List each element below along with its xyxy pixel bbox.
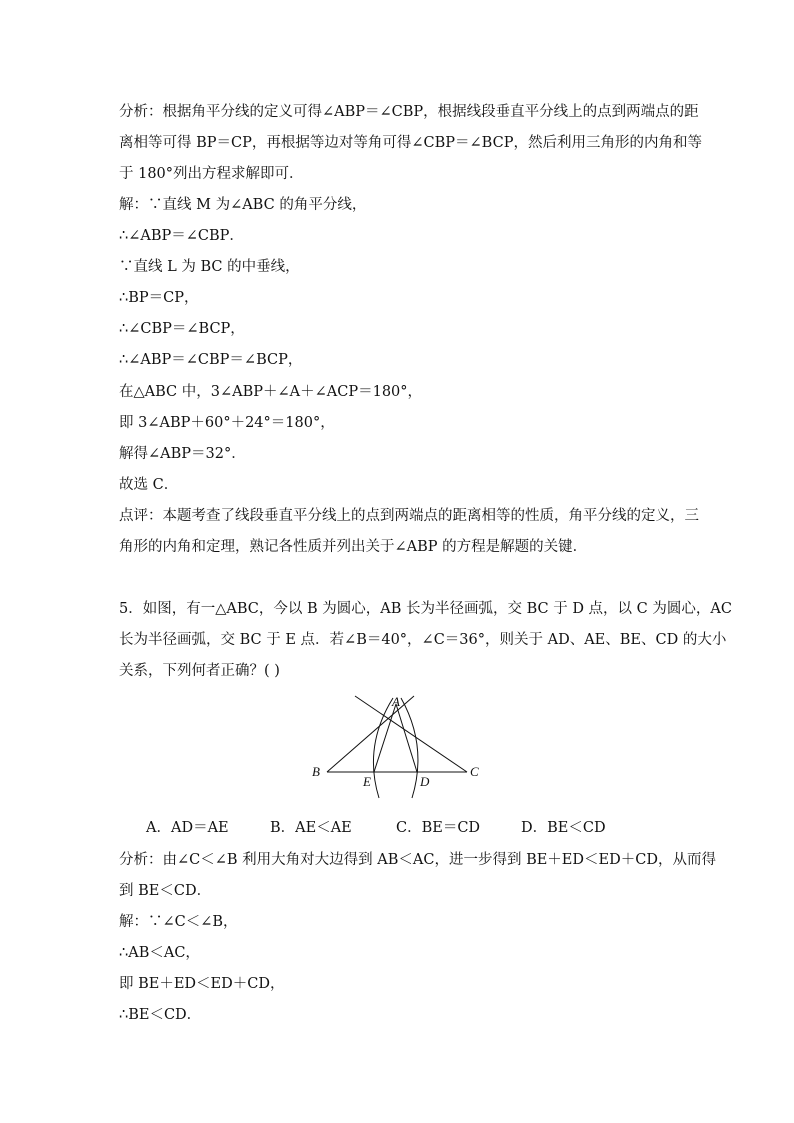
segment-ad [396,704,417,772]
label-c: C [470,764,479,779]
solution2-line-2: ∴AB＜AC， [119,945,200,961]
solution2-line-1: 解：∵∠C＜∠B， [119,914,238,930]
arc-center-c [373,698,393,798]
analysis-line-3: 于 180°列出方程求解即可． [119,166,304,182]
solution-line-6: ∴∠ABP＝∠CBP＝∠BCP， [119,352,303,368]
solution-line-5: ∴∠CBP＝∠BCP， [119,321,245,337]
solution-line-7: 在△ABC 中，3∠ABP＋∠A＋∠ACP＝180°， [119,384,423,400]
analysis-line-1: 分析：根据角平分线的定义可得∠ABP＝∠CBP，根据线段垂直平分线上的点到两端点的距 [119,104,699,120]
comment-line-2: 角形的内角和定理，熟记各性质并列出关于∠ABP 的方程是解题的关键． [119,539,588,555]
comment-line-1: 点评：本题考查了线段垂直平分线上的点到两端点的距离相等的性质，角平分线的定义，三 [119,508,699,524]
solution-line-8: 即 3∠ABP＋60°＋24°＝180°， [119,415,335,431]
solution2-line-3: 即 BE＋ED＜ED＋CD， [119,976,285,992]
analysis2-line-2: 到 BE＜CD． [119,883,212,899]
label-d: D [420,774,430,789]
line-ac [355,696,467,772]
solution-line-2: ∴∠ABP＝∠CBP． [119,228,244,244]
label-a: A [392,694,400,709]
question-5-line-1: 5．如图，有一△ABC，今以 B 为圆心，AB 长为半径画弧，交 BC 于 D 点，以 C 为圆心，AC [119,601,732,617]
option-a[interactable]: A．AD＝AE [146,820,229,836]
solution-line-1: 解：∵直线 M 为∠ABC 的角平分线， [119,197,367,213]
label-b: B [312,764,320,779]
answer-choice-line: 故选 C． [119,477,179,493]
analysis-line-2: 离相等可得 BP＝CP，再根据等边对等角可得∠CBP＝∠BCP，然后利用三角形的内角和等 [119,135,702,151]
label-e: E [363,774,371,789]
question-5-line-2: 长为半径画弧，交 BC 于 E 点．若∠B＝40°，∠C＝36°，则关于 AD、AE、BE、CD 的大小 [119,632,727,648]
option-d[interactable]: D．BE＜CD [521,820,606,836]
analysis2-line-1: 分析：由∠C＜∠B 利用大角对大边得到 AB＜AC，进一步得到 BE＋ED＜ED＋CD，从而得 [119,852,716,868]
question-5-line-3: 关系，下列何者正确？( ) [119,663,280,679]
solution2-line-4: ∴BE＜CD． [119,1007,202,1023]
solution-line-3: ∵直线 L 为 BC 的中垂线， [119,259,300,275]
solution-line-4: ∴BP＝CP， [119,290,199,306]
triangle-figure [300,688,500,808]
segment-ae [374,704,396,772]
option-b[interactable]: B．AE＜AE [270,820,352,836]
option-c[interactable]: C．BE＝CD [396,820,481,836]
line-ab [327,696,414,772]
solution-line-9: 解得∠ABP＝32°． [119,446,246,462]
